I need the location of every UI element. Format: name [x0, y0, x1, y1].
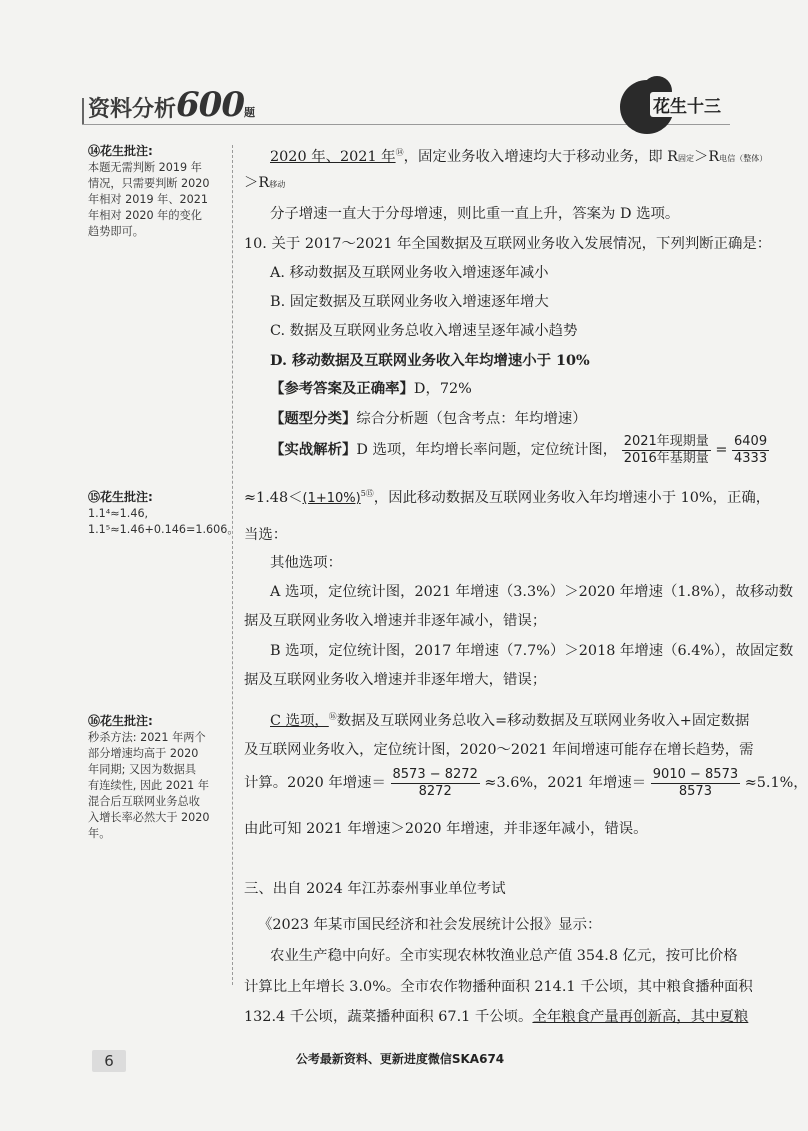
fraction-numerator: 9010 − 8573 — [652, 766, 739, 782]
type-value: 综合分析题（包含考点：年均增速） — [356, 411, 587, 427]
book-title — [88, 85, 255, 125]
text-span: ，因此移动数据及互联网业务收入年均增速小于 10%，正确， — [373, 489, 771, 506]
answer-line — [270, 378, 472, 400]
note-text: 本题无需判断 2019 年 情况，只需要判断 2020 年相对 2019 年、2021 年相对 2020 年的变化 趋势即可。 — [88, 161, 210, 238]
footnote-mark: ⑯ — [328, 712, 337, 721]
underlined-years: 2020 年、2021 年 — [270, 148, 396, 165]
text-span: ＞R — [244, 175, 270, 191]
text-line — [270, 706, 749, 732]
analysis-line — [270, 433, 769, 467]
option-a: A. 移动数据及互联网业务收入增速逐年减小 — [270, 265, 549, 281]
option-b: B. 固定数据及互联网业务收入增速逐年增大 — [270, 294, 549, 310]
text-span: 132.4 千公顷，蔬菜播种面积 67.1 千公顷。 — [244, 1009, 533, 1025]
analysis-text: D 选项，年均增长率问题，定位统计图， — [356, 442, 618, 458]
text-line: 其他选项： — [270, 555, 342, 571]
text-line — [244, 1006, 748, 1028]
note-heading: ⑮花生批注: — [88, 490, 153, 504]
text-span: ＞R — [694, 148, 720, 165]
text-line: 据及互联网业务收入增速并非逐年增大，错误； — [244, 672, 547, 688]
equals-sign: = — [715, 442, 728, 458]
note-text: 秒杀方法: 2021 年两个 部分增速均高于 2020 年同期; 又因为数据具 有连续性, 因此 2021 年 混合后互联网业务总收 入增长率必然大于 2020 年。 — [88, 731, 210, 840]
fraction-base-period — [622, 434, 711, 467]
text-line: 及互联网业务收入，定位统计图，2020～2021 年间增速可能存在增长趋势，需 — [244, 742, 754, 758]
footnote-mark: ⑭ — [395, 148, 404, 157]
fraction-2020-growth — [391, 767, 480, 800]
fraction-2021-growth — [651, 767, 740, 800]
text-span: ，固定业务收入增速均大于移动业务，即 R — [403, 148, 679, 165]
underlined-text: 全年粮食产量再创新高，其中夏粮 — [532, 1009, 749, 1025]
fraction-numerator: 2021年现期量 — [623, 433, 709, 449]
text-line — [244, 483, 770, 510]
question-10: 10. 关于 2017～2021 年全国数据及互联网业务收入发展情况，下列判断正确是： — [244, 236, 772, 252]
text-span: ≈3.6%，2021 年增速＝ — [484, 775, 647, 791]
book-title-part1: 资料分析 — [88, 97, 177, 122]
fraction-numerator: 6409 — [734, 433, 768, 449]
fraction-denominator: 8573 — [678, 783, 712, 799]
note-line: 1.1⁴≈1.46, — [88, 507, 149, 520]
underlined-text: C 选项， — [270, 712, 329, 729]
note-line: 1.1⁵≈1.46+0.146=1.606。 — [88, 523, 239, 536]
sidebar-note-16 — [88, 713, 228, 842]
text-span: ≈5.1%， — [744, 775, 808, 791]
text-span: 数据及互联网业务总收入=移动数据及互联网业务收入+固定数据 — [336, 712, 750, 729]
text-line: 《2023 年某市国民经济和社会发展统计公报》显示： — [258, 917, 602, 933]
text-span: 计算。2020 年增速＝ — [244, 775, 386, 791]
note-heading: ⑯花生批注: — [88, 714, 153, 728]
column-divider — [232, 145, 233, 985]
answer-value: D，72% — [413, 381, 472, 397]
page-number: 6 — [92, 1050, 126, 1072]
subscript: 电信（整体） — [719, 153, 768, 163]
option-d: D. 移动数据及互联网业务收入年均增速小于 10% — [270, 352, 590, 369]
text-span: ≈1.48＜ — [244, 489, 303, 506]
text-line: 当选： — [244, 527, 288, 543]
book-title-part3: 题 — [244, 106, 255, 119]
sidebar-note-15 — [88, 489, 239, 538]
fraction-values — [732, 434, 769, 467]
book-title-part2: 600 — [176, 85, 244, 125]
text-line — [270, 142, 767, 170]
option-c: C. 数据及互联网业务总收入增速呈逐年减小趋势 — [270, 323, 578, 339]
logo-text: 花生十三 — [650, 92, 724, 117]
type-line — [270, 408, 587, 430]
text-line: B 选项，定位统计图，2017 年增速（7.7%）＞2018 年增速（6.4%），故固定数 — [270, 643, 794, 659]
note-heading: ⑭花生批注: — [88, 144, 153, 158]
answer-label: 【参考答案及正确率】 — [270, 380, 414, 397]
text-line: 分子增速一直大于分母增速，则比重一直上升，答案为 D 选项。 — [270, 206, 680, 222]
text-line: 计算比上年增长 3.0%。全市农作物播种面积 214.1 千公顷，其中粮食播种面积 — [244, 979, 753, 995]
text-line: 由此可知 2021 年增速＞2020 年增速，并非逐年减小，错误。 — [244, 821, 648, 837]
section-heading: 三、出自 2024 年江苏泰州事业单位考试 — [244, 881, 506, 897]
header-bar — [82, 98, 84, 124]
text-line: A 选项，定位统计图，2021 年增速（3.3%）＞2020 年增速（1.8%），故移动数 — [270, 584, 794, 600]
footer-text: 公考最新资料、更新进度微信SKA674 — [295, 1052, 505, 1066]
text-line: 农业生产稳中向好。全市实现农林牧渔业总产值 354.8 亿元，按可比价格 — [270, 948, 738, 964]
fraction-denominator: 2016年基期量 — [623, 450, 709, 466]
text-line: 据及互联网业务收入增速并非逐年减小，错误； — [244, 613, 547, 629]
fraction-denominator: 4333 — [734, 450, 768, 466]
underlined-expression: (1+10%) — [302, 490, 361, 506]
sidebar-note-14 — [88, 143, 228, 240]
type-label: 【题型分类】 — [270, 410, 357, 427]
fraction-numerator: 8573 − 8272 — [392, 766, 478, 782]
fraction-denominator: 8272 — [418, 783, 452, 799]
text-line — [244, 172, 285, 196]
superscript: 5⑮ — [360, 489, 374, 498]
text-line — [244, 766, 808, 800]
analysis-label: 【实战解析】 — [270, 441, 357, 458]
subscript: 固定 — [678, 153, 695, 163]
subscript: 移动 — [269, 180, 286, 189]
